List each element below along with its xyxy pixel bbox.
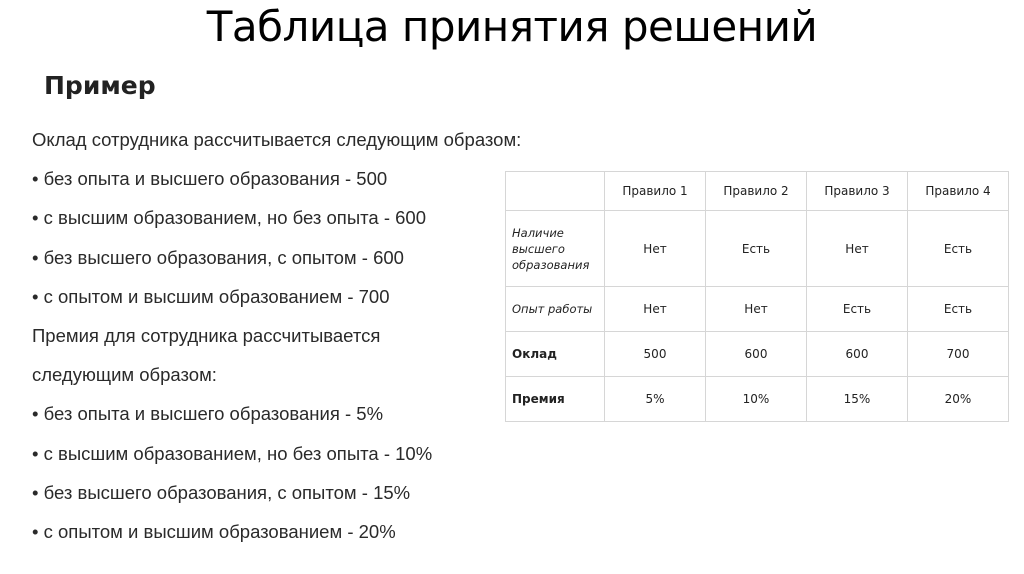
table-row — [506, 287, 1009, 332]
table-cell: Нет — [605, 211, 706, 287]
description-text — [32, 120, 522, 551]
table-row — [506, 211, 1009, 287]
column-header: Правило 2 — [706, 172, 807, 211]
text-line: Премия для сотрудника рассчитывается — [32, 324, 381, 346]
table-cell: Есть — [908, 211, 1009, 287]
column-header: Правило 3 — [807, 172, 908, 211]
slide-title: Таблица принятия решений — [206, 2, 818, 51]
text-line: • без высшего образования, с опытом - 600 — [32, 246, 404, 268]
text-line: Оклад сотрудника рассчитывается следующим образом: — [32, 129, 522, 150]
text-line: • без опыта и высшего образования - 5% — [32, 403, 384, 425]
column-header: Правило 1 — [605, 172, 706, 211]
table-cell: 500 — [605, 332, 706, 377]
text-line: • с высшим образованием, но без опыта - 10% — [32, 442, 433, 464]
table-cell: Нет — [706, 287, 807, 332]
table-cell: 20% — [908, 377, 1009, 422]
text-line: • с высшим образованием, но без опыта - 600 — [32, 207, 426, 229]
table-cell: 600 — [807, 332, 908, 377]
table-cell: 5% — [605, 377, 706, 422]
decision-table — [505, 171, 1009, 422]
table-cell: 600 — [706, 332, 807, 377]
row-header: Наличие высшего образования — [506, 211, 605, 287]
table-header-row — [506, 172, 1009, 211]
row-header: Оклад — [506, 332, 605, 377]
text-line: • с опытом и высшим образованием - 20% — [32, 520, 396, 542]
table-row — [506, 332, 1009, 377]
table-cell: Нет — [807, 211, 908, 287]
text-line: • с опытом и высшим образованием - 700 — [32, 285, 390, 307]
slide-subtitle: Пример — [44, 71, 156, 100]
table-cell: 15% — [807, 377, 908, 422]
table-cell: 10% — [706, 377, 807, 422]
text-line: • без высшего образования, с опытом - 15% — [32, 481, 411, 503]
column-header: Правило 4 — [908, 172, 1009, 211]
row-header: Премия — [506, 377, 605, 422]
table-corner-cell — [506, 172, 605, 211]
row-header: Опыт работы — [506, 287, 605, 332]
table-cell: Есть — [807, 287, 908, 332]
table-cell: Есть — [706, 211, 807, 287]
text-line: следующим образом: — [32, 364, 217, 386]
text-line: • без опыта и высшего образования - 500 — [32, 168, 388, 190]
table-row — [506, 377, 1009, 422]
table-cell: 700 — [908, 332, 1009, 377]
table-cell: Есть — [908, 287, 1009, 332]
table-cell: Нет — [605, 287, 706, 332]
